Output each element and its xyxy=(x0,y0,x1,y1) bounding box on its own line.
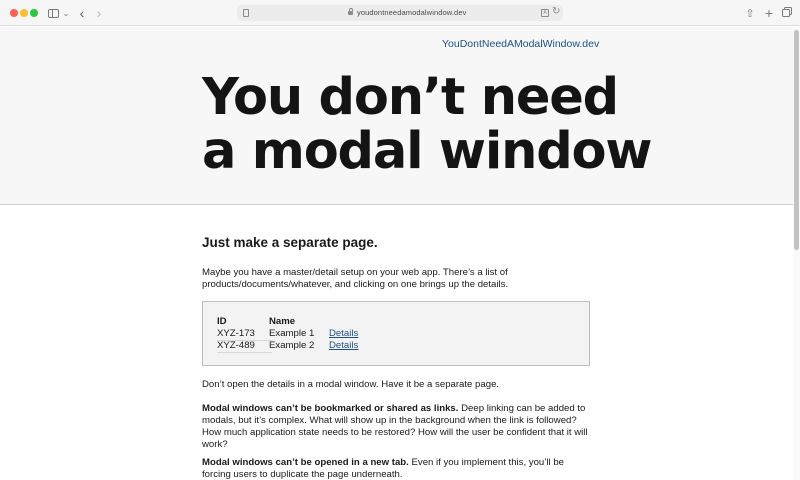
hero-section xyxy=(0,27,793,205)
title-line-1: You don’t need xyxy=(202,68,618,127)
new-tab-paragraph-lead: Modal windows can’t be opened in a new tab. xyxy=(202,457,409,468)
share-icon[interactable]: ⇧ xyxy=(745,7,755,20)
bookmark-paragraph-body: Deep linking can be added to modals, but it’s complex. What will show up in the background when the link is followed? How much application state needs to be restored? How will the user be confident that it will work? xyxy=(202,403,588,450)
column-header-name: Name xyxy=(269,316,296,327)
intro-paragraph: Maybe you have a master/detail setup on your web app. There’s a list of products/documents/whatever, and clicking on one brings up the details. xyxy=(202,267,509,290)
row-id: XYZ-489 xyxy=(217,340,255,351)
scrollbar[interactable] xyxy=(793,27,800,480)
zoom-window-button[interactable] xyxy=(30,9,38,17)
row-name: Example 1 xyxy=(269,328,315,339)
site-home-link[interactable]: YouDontNeedAModalWindow.dev xyxy=(442,38,600,50)
chevron-down-icon[interactable]: ⌄ xyxy=(62,8,70,18)
row-id: XYZ-173 xyxy=(217,328,255,339)
lock-icon xyxy=(348,11,353,15)
minimize-window-button[interactable] xyxy=(20,9,28,17)
new-tab-paragraph-body: Even if you implement this, you’ll be forcing users to duplicate the page underneath. xyxy=(202,457,565,480)
bookmark-paragraph-lead: Modal windows can’t be bookmarked or shared as links. xyxy=(202,403,459,414)
row-divider xyxy=(217,352,272,353)
web-page xyxy=(0,27,800,480)
close-window-button[interactable] xyxy=(10,9,18,17)
subheading: Just make a separate page. xyxy=(202,235,378,250)
new-tab-paragraph xyxy=(202,457,592,480)
title-line-2: a modal window xyxy=(202,122,652,181)
page-icon[interactable] xyxy=(243,9,249,17)
browser-toolbar xyxy=(0,0,800,26)
column-header-id: ID xyxy=(217,316,227,327)
example-table-box xyxy=(202,301,590,366)
row-name: Example 2 xyxy=(269,340,315,351)
address-bar[interactable] xyxy=(237,5,563,21)
details-link[interactable]: Details xyxy=(329,340,359,351)
tab-overview-icon[interactable] xyxy=(781,6,793,20)
url-text[interactable]: youdontneedamodalwindow.dev xyxy=(357,8,467,17)
back-button[interactable]: ‹ xyxy=(79,5,85,21)
forward-button[interactable]: › xyxy=(96,5,102,21)
sidebar-icon[interactable] xyxy=(47,6,59,20)
bookmark-paragraph xyxy=(202,403,592,451)
reload-icon[interactable]: ↻ xyxy=(552,6,561,17)
details-link[interactable]: Details xyxy=(329,328,359,339)
translate-icon[interactable]: A xyxy=(541,9,549,17)
page-title xyxy=(202,68,652,181)
scrollbar-thumb[interactable] xyxy=(794,30,799,250)
recommendation-paragraph: Don’t open the details in a modal window. Have it be a separate page. xyxy=(202,379,500,390)
new-tab-button[interactable]: + xyxy=(764,5,774,21)
